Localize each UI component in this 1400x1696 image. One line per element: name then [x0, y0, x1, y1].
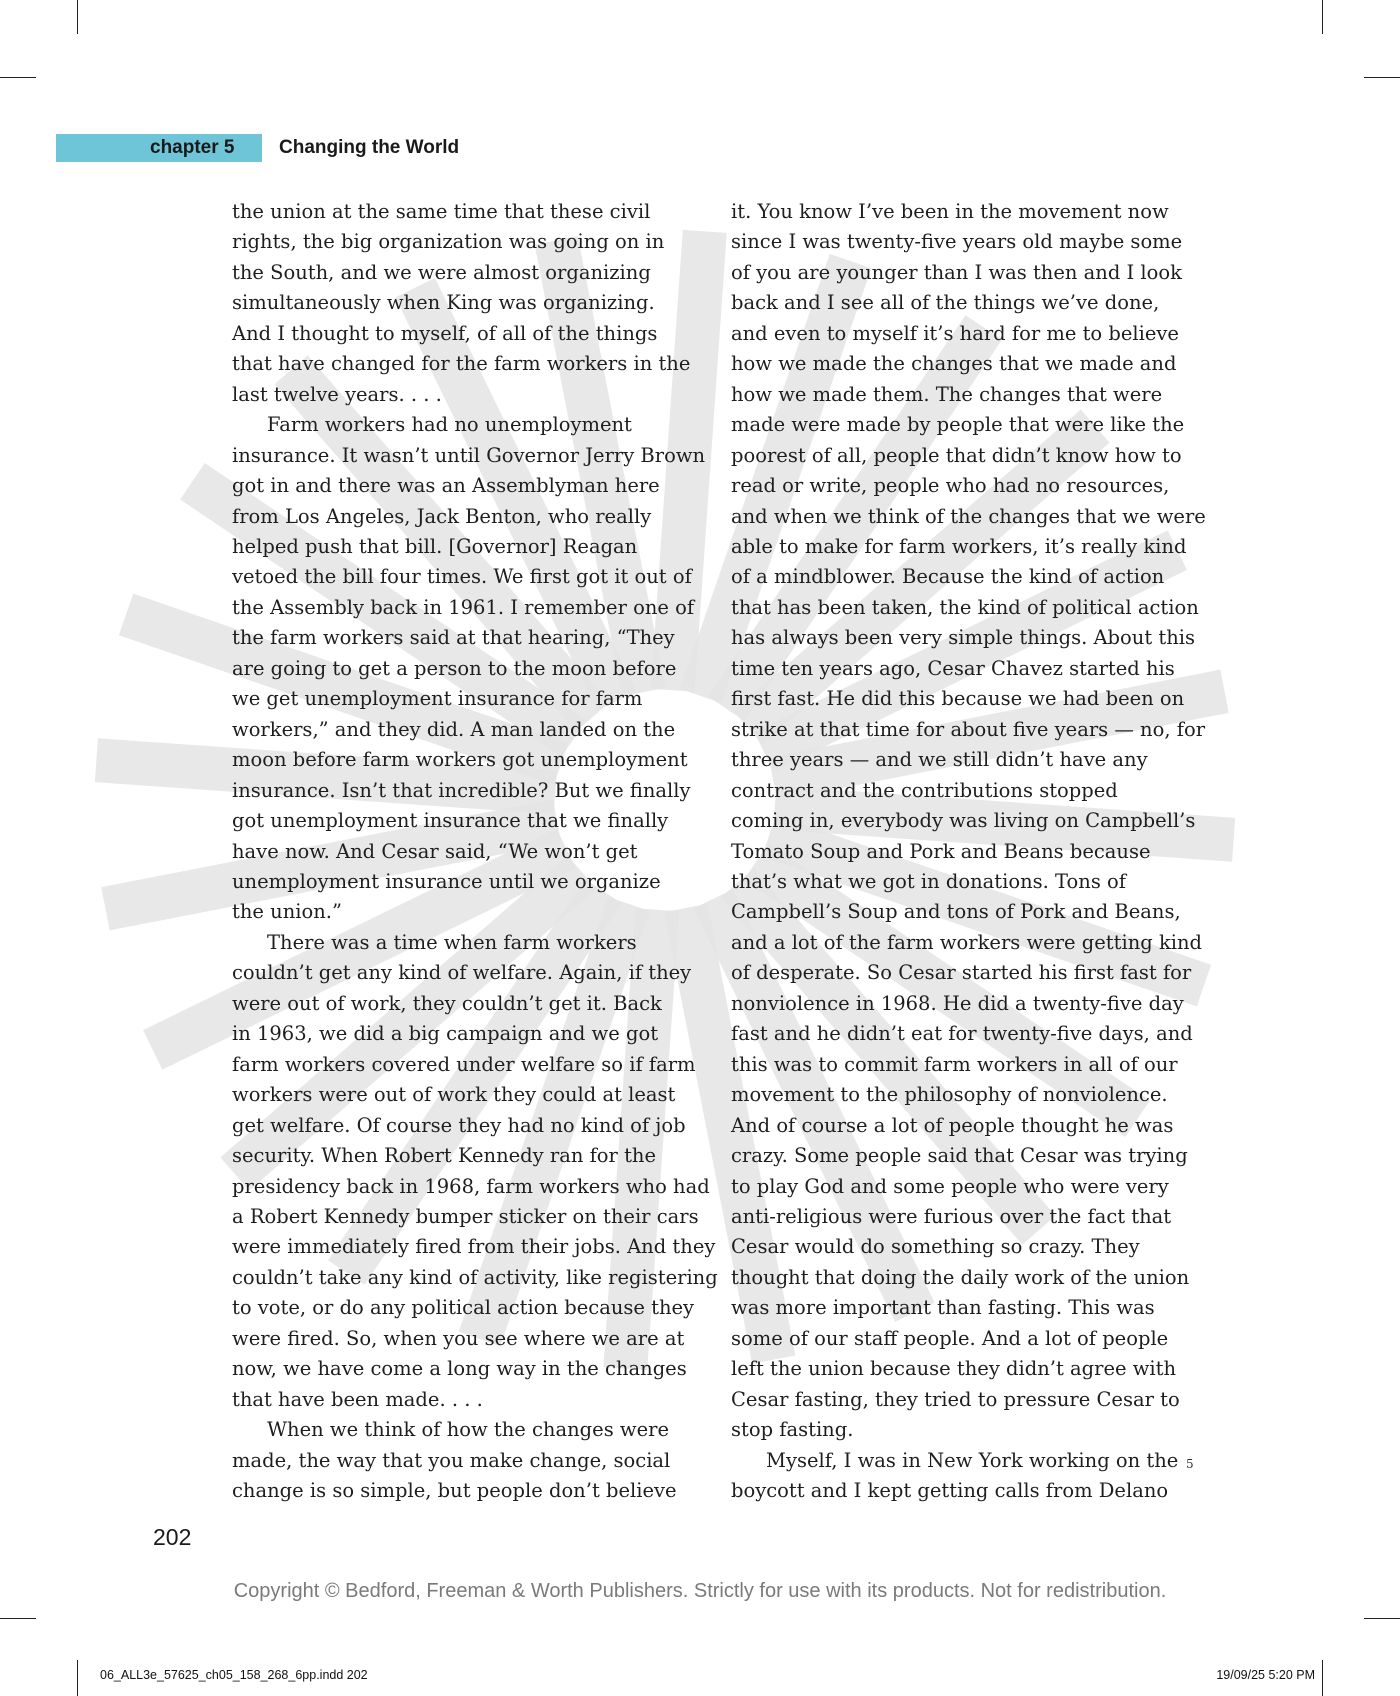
text-line: and a lot of the farm workers were getting kind — [731, 930, 1203, 954]
text-line: stop fasting. — [731, 1418, 854, 1442]
text-line: Myself, I was in New York working on the — [766, 1448, 1179, 1472]
text-line: was more important than fasting. This was — [731, 1296, 1155, 1320]
text-line: the union.” — [232, 900, 342, 924]
text-line: fast and he didn’t eat for twenty-five days, and — [731, 1022, 1193, 1046]
text-line: to play God and some people who were very — [731, 1174, 1169, 1198]
margin-line-number: 5 — [1186, 1457, 1194, 1471]
text-line: couldn’t get any kind of welfare. Again, if they — [232, 961, 692, 985]
text-line: Cesar fasting, they tried to pressure Cesar to — [731, 1387, 1180, 1411]
right-text-column — [731, 197, 1206, 1506]
text-line: from Los Angeles, Jack Benton, who really — [232, 504, 652, 528]
text-line: it. You know I’ve been in the movement now — [731, 200, 1169, 223]
text-line: unemployment insurance until we organize — [232, 869, 661, 893]
text-line: has always been very simple things. About this — [731, 626, 1196, 650]
text-line: were fired. So, when you see where we are at — [232, 1326, 685, 1350]
text-line: get welfare. Of course they had no kind of job — [232, 1113, 686, 1137]
page-number: 202 — [153, 1524, 192, 1550]
text-line: And I thought to myself, of all of the things — [232, 321, 658, 345]
text-line: made, the way that you make change, social — [232, 1448, 671, 1472]
text-line: got in and there was an Assemblyman here — [232, 474, 660, 498]
text-line: a Robert Kennedy bumper sticker on their cars — [232, 1204, 699, 1228]
slug-timestamp: 19/09/25 5:20 PM — [1216, 1668, 1315, 1682]
text-line: in 1963, we did a big campaign and we got — [232, 1022, 659, 1046]
text-line: Cesar would do something so crazy. They — [731, 1235, 1140, 1259]
text-line: helped push that bill. [Governor] Reagan — [232, 534, 638, 558]
text-line: this was to commit farm workers in all of our — [731, 1052, 1178, 1076]
text-line: that’s what we got in donations. Tons of — [731, 869, 1126, 893]
text-line: got unemployment insurance that we finally — [232, 809, 669, 833]
text-line: presidency back in 1968, farm workers who had — [232, 1174, 710, 1198]
text-line: how we made them. The changes that were — [731, 382, 1163, 406]
text-line: to vote, or do any political action because they — [232, 1296, 695, 1320]
text-line: coming in, everybody was living on Campbell’s — [731, 809, 1196, 833]
text-line: were out of work, they couldn’t get it. Back — [232, 991, 662, 1015]
text-line: of desperate. So Cesar started his first fast for — [731, 961, 1192, 985]
text-line: we get unemployment insurance for farm — [232, 687, 643, 711]
chapter-label: chapter 5 — [150, 137, 235, 158]
text-line: of you are younger than I was then and I look — [731, 260, 1182, 284]
text-line: three years — and we still didn’t have any — [731, 748, 1148, 772]
text-line: strike at that time for about five years — no, for — [731, 717, 1206, 741]
slug-filename: 06_ALL3e_57625_ch05_158_268_6pp.indd 202 — [100, 1668, 368, 1682]
text-line: thought that doing the daily work of the union — [731, 1265, 1190, 1289]
text-line: some of our staff people. And a lot of people — [731, 1326, 1169, 1350]
text-line: farm workers covered under welfare so if farm — [232, 1052, 696, 1076]
text-line: poorest of all, people that didn’t know how to — [731, 443, 1182, 467]
text-line: nonviolence in 1968. He did a twenty-five day — [731, 991, 1184, 1015]
text-line: now, we have come a long way in the changes — [232, 1357, 687, 1381]
text-line: and even to myself it’s hard for me to believe — [731, 321, 1179, 345]
text-line: the union at the same time that these civil — [232, 200, 651, 223]
text-line: that have changed for the farm workers in the — [232, 352, 691, 376]
text-line: rights, the big organization was going on in — [232, 230, 665, 254]
text-line: the Assembly back in 1961. I remember one of — [232, 595, 695, 619]
text-line: There was a time when farm workers — [267, 930, 637, 954]
chapter-title: Changing the World — [279, 137, 460, 158]
text-line: and when we think of the changes that we were — [731, 504, 1206, 528]
text-line: left the union because they didn’t agree with — [731, 1357, 1177, 1381]
text-line: workers were out of work they could at least — [232, 1083, 676, 1107]
text-line: read or write, people who had no resources, — [731, 474, 1170, 498]
text-line: simultaneously when King was organizing. — [232, 291, 655, 315]
text-line: how we made the changes that we made and — [731, 352, 1177, 376]
text-line: last twelve years. . . . — [232, 382, 442, 406]
text-line: that has been taken, the kind of political action — [731, 595, 1199, 619]
text-line: anti-religious were furious over the fact that — [731, 1204, 1172, 1228]
text-line: the South, and we were almost organizing — [232, 260, 651, 284]
text-line: back and I see all of the things we’ve done, — [731, 291, 1160, 315]
text-line: crazy. Some people said that Cesar was trying — [731, 1144, 1188, 1168]
text-line: movement to the philosophy of nonviolence. — [731, 1083, 1168, 1107]
text-line: first fast. He did this because we had been on — [731, 687, 1185, 711]
text-line: insurance. It wasn’t until Governor Jerry Brown — [232, 443, 706, 467]
text-line: Campbell’s Soup and tons of Pork and Beans, — [731, 900, 1181, 924]
text-line: Farm workers had no unemployment — [267, 413, 632, 437]
text-line: that have been made. . . . — [232, 1387, 483, 1411]
text-line: couldn’t take any kind of activity, like registering — [232, 1265, 718, 1289]
text-line: time ten years ago, Cesar Chavez started his — [731, 656, 1175, 680]
text-line: contract and the contributions stopped — [731, 778, 1118, 802]
text-line: vetoed the bill four times. We first got it out of — [232, 565, 692, 589]
text-line: able to make for farm workers, it’s really kind — [731, 534, 1187, 558]
text-line: since I was twenty-five years old maybe some — [731, 230, 1183, 254]
text-line: have now. And Cesar said, “We won’t get — [232, 839, 638, 863]
text-line: insurance. Isn’t that incredible? But we finally — [232, 778, 691, 802]
text-line: moon before farm workers got unemployment — [232, 748, 688, 772]
text-line: And of course a lot of people thought he was — [731, 1113, 1174, 1137]
copyright-notice: Copyright © Bedford, Freeman & Worth Publishers. Strictly for use with its products. Not for redistribution. — [233, 1580, 1167, 1602]
text-line: change is so simple, but people don’t believe — [232, 1479, 677, 1503]
text-line: boycott and I kept getting calls from Delano — [731, 1479, 1169, 1503]
text-line: were immediately fired from their jobs. And they — [232, 1235, 716, 1259]
text-line: made were made by people that were like the — [731, 413, 1185, 437]
left-text-column — [232, 197, 718, 1506]
text-line: When we think of how the changes were — [267, 1418, 669, 1442]
text-line: of a mindblower. Because the kind of action — [731, 565, 1165, 589]
text-line: the farm workers said at that hearing, “They — [232, 626, 675, 650]
text-line: security. When Robert Kennedy ran for the — [232, 1144, 657, 1168]
text-line: are going to get a person to the moon before — [232, 656, 677, 680]
text-line: Tomato Soup and Pork and Beans because — [731, 839, 1151, 863]
text-line: workers,” and they did. A man landed on the — [232, 717, 676, 741]
